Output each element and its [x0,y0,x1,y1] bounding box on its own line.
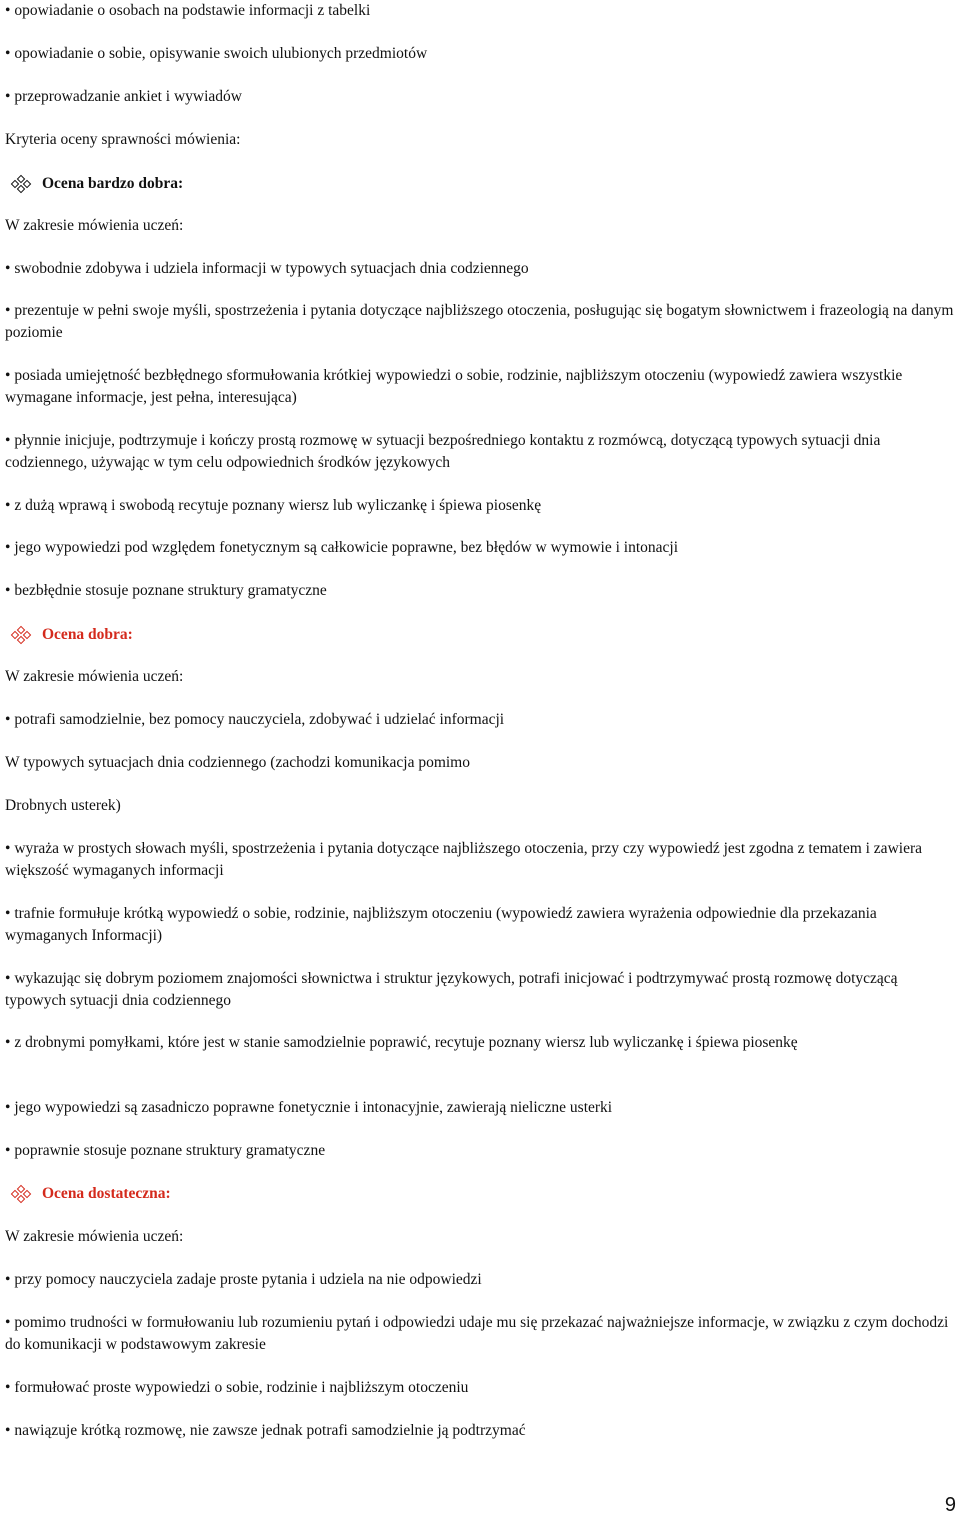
list-item: • z dużą wprawą i swobodą recytuje poznany wiersz lub wyliczankę i śpiewa piosenkę [5,495,957,517]
list-item: • płynnie inicjuje, podtrzymuje i kończy prostą rozmowę w sytuacji bezpośredniego kontaktu z rozmówcą, dotyczącą typowych sytuacji dnia codziennego, używając w tym celu odpowiednich środków językowych [5,430,957,474]
list-item: • prezentuje w pełni swoje myśli, spostrzeżenia i pytania dotyczące najbliższego otoczenia, posługując się bogatym słownictwem i frazeologią na danym poziomie [5,300,957,344]
diamond-bullet-icon [12,627,30,643]
page-number: 9 [944,1494,956,1516]
diamond-bullet-icon [12,176,30,192]
list-item: • przeprowadzanie ankiet i wywiadów [5,86,957,108]
section-lead: W zakresie mówienia uczeń: [5,217,184,234]
section-heading-satisfactory [5,1183,171,1205]
list-item: • jego wypowiedzi są zasadniczo poprawne fonetycznie i intonacyjnie, zawierają nieliczne usterki [5,1097,957,1119]
section-heading-good [5,624,133,646]
list-item: • potrafi samodzielnie, bez pomocy nauczyciela, zdobywać i udzielać informacji [5,709,957,731]
list-item: • trafnie formułuje krótką wypowiedź o sobie, rodzinie, najbliższym otoczeniu (wypowiedź zawiera wyrażenia odpowiednie dla przekazania wymaganych Informacji) [5,903,957,947]
diamond-bullet-icon [12,1186,30,1202]
list-item: • posiada umiejętność bezbłędnego sformułowania krótkiej wypowiedzi o sobie, rodzinie, najbliższym otoczeniu (wypowiedź zawiera wszystkie wymagane informacje, jest pełna, interesująca) [5,365,957,409]
list-item: • z drobnymi pomyłkami, które jest w stanie samodzielnie poprawić, recytuje poznany wiersz lub wyliczankę i śpiewa piosenkę [5,1032,957,1054]
plain-line: W typowych sytuacjach dnia codziennego (zachodzi komunikacja pomimo [5,754,470,771]
list-item: • wyraża w prostych słowach myśli, spostrzeżenia i pytania dotyczące najbliższego otoczenia, przy czy wypowiedź jest zgodna z tematem i zawiera większość wymaganych informacji [5,838,957,882]
list-item: • pomimo trudności w formułowaniu lub rozumieniu pytań i odpowiedzi udaje mu się przekazać najważniejsze informacje, w związku z czym dochodzi do komunikacji w podstawowym zakresie [5,1312,957,1356]
list-item: • bezbłędnie stosuje poznane struktury gramatyczne [5,580,957,602]
section-heading-text: Ocena bardzo dobra: [42,175,184,192]
list-item: • poprawnie stosuje poznane struktury gramatyczne [5,1140,957,1162]
plain-line: Drobnych usterek) [5,797,121,814]
list-item: • opowiadanie o sobie, opisywanie swoich ulubionych przedmiotów [5,43,957,65]
list-item: • opowiadanie o osobach na podstawie informacji z tabelki [5,0,957,22]
list-item: • przy pomocy nauczyciela zadaje proste pytania i udziela na nie odpowiedzi [5,1269,957,1291]
section-lead: W zakresie mówienia uczeń: [5,1228,184,1245]
list-item: • wykazując się dobrym poziomem znajomości słownictwa i struktur językowych, potrafi inicjować i podtrzymywać prostą rozmowę dotyczącą typowych sytuacji dnia codziennego [5,968,957,1012]
list-item: • jego wypowiedzi pod względem fonetycznym są całkowicie poprawne, bez błędów w wymowie i intonacji [5,537,957,559]
section-heading-text: Ocena dobra: [42,626,133,643]
section-heading-text: Ocena dostateczna: [42,1185,171,1202]
list-item: • formułować proste wypowiedzi o sobie, rodzinie i najbliższym otoczeniu [5,1377,957,1399]
list-item: • swobodnie zdobywa i udziela informacji w typowych sytuacjach dnia codziennego [5,258,957,280]
list-item: • nawiązuje krótką rozmowę, nie zawsze jednak potrafi samodzielnie ją podtrzymać [5,1420,957,1442]
criteria-title: Kryteria oceny sprawności mówienia: [5,131,241,148]
section-heading-very-good [5,173,183,195]
section-lead: W zakresie mówienia uczeń: [5,668,184,685]
